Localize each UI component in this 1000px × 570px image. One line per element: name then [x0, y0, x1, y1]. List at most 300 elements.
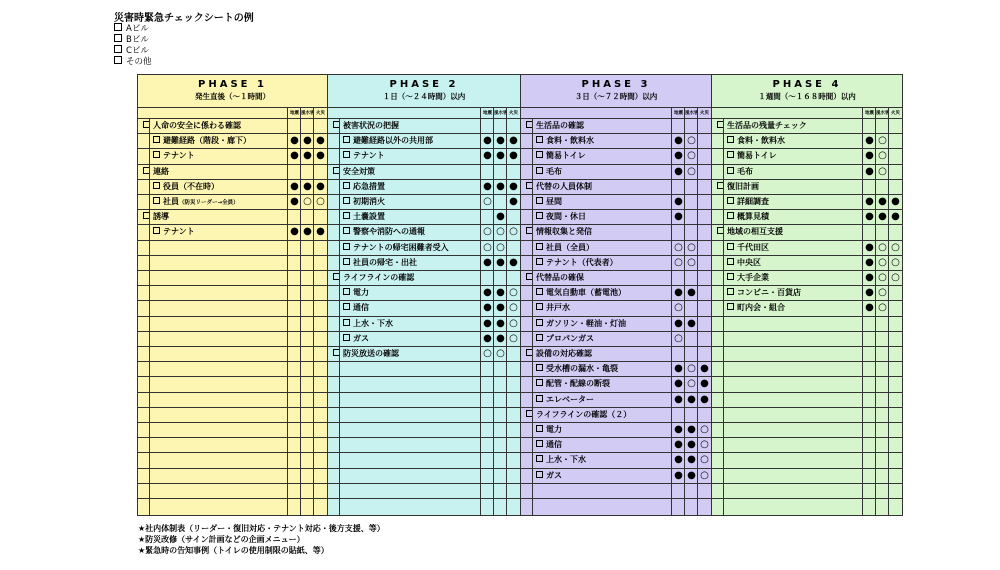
filled-circle-mark: ●	[687, 469, 696, 481]
checkbox-icon[interactable]	[536, 197, 543, 204]
filled-circle-mark: ●	[865, 211, 874, 223]
checklist-row	[138, 437, 327, 452]
checkbox-icon[interactable]	[536, 151, 543, 158]
checklist-item-label: 電気自動車（蓄電池）	[546, 288, 626, 298]
column-divider	[875, 107, 876, 515]
checklist-row	[328, 300, 520, 315]
checkbox-icon[interactable]	[727, 197, 734, 204]
filled-circle-mark: ●	[316, 135, 325, 147]
checkbox-icon[interactable]	[536, 288, 543, 295]
checklist-item[interactable]	[153, 180, 286, 194]
checkbox-icon[interactable]	[343, 182, 350, 189]
checkbox-icon[interactable]	[343, 288, 350, 295]
filled-circle-mark: ●	[891, 196, 900, 207]
checklist-item[interactable]	[536, 332, 670, 346]
checklist-row	[138, 422, 327, 437]
filled-circle-mark: ●	[674, 196, 683, 207]
checklist-item[interactable]	[536, 210, 670, 224]
checklist-row	[138, 483, 327, 498]
checklist-row	[712, 224, 902, 239]
checkbox-icon[interactable]	[153, 227, 160, 234]
checklist-item[interactable]	[343, 301, 479, 315]
filled-circle-mark: ●	[509, 150, 518, 162]
checklist-row	[328, 285, 520, 300]
column-divider	[671, 107, 672, 515]
checklist-item[interactable]	[727, 195, 861, 209]
checklist-row	[138, 300, 327, 315]
checklist-row	[712, 164, 902, 179]
checkbox-icon[interactable]	[343, 151, 350, 158]
checklist-item[interactable]	[153, 225, 286, 239]
open-circle-mark: ○	[674, 256, 683, 268]
checklist-item[interactable]	[333, 119, 479, 133]
building-option-label: その他	[126, 57, 152, 67]
phase-column-3	[520, 74, 712, 516]
open-circle-mark: ○	[891, 241, 900, 253]
checklist-item[interactable]	[727, 210, 861, 224]
phase-subtitle: 発生直後（～１時間）	[195, 92, 270, 101]
checklist-row	[521, 331, 711, 346]
checklist-item[interactable]	[717, 119, 861, 133]
checklist-row	[138, 255, 327, 270]
checklist-item[interactable]	[536, 377, 670, 391]
checkbox-icon[interactable]	[153, 151, 160, 158]
checklist-item[interactable]	[536, 134, 670, 148]
checkbox-icon[interactable]	[727, 288, 734, 295]
checklist-item[interactable]	[727, 241, 861, 255]
checkbox-icon[interactable]	[153, 197, 160, 204]
indent-divider	[532, 118, 533, 515]
checklist-row	[328, 361, 520, 376]
checklist-item-label: 簡易トイレ	[737, 151, 777, 161]
checkbox-icon[interactable]	[343, 303, 350, 310]
checklist-row	[521, 361, 711, 376]
filled-circle-mark: ●	[496, 256, 505, 268]
checkbox-icon[interactable]	[536, 425, 543, 432]
checklist-item[interactable]	[536, 301, 670, 315]
open-circle-mark: ○	[687, 135, 696, 147]
checklist-row	[138, 148, 327, 163]
filled-circle-mark: ●	[303, 135, 312, 147]
checklist-row	[328, 468, 520, 483]
checklist-item-label: テナント	[163, 227, 195, 237]
filled-circle-mark: ●	[303, 180, 312, 192]
checklist-item[interactable]	[536, 362, 670, 376]
phase-subtitle: １日（～２４時間）以内	[382, 92, 466, 101]
checklist-row	[328, 118, 520, 133]
checklist-row	[138, 376, 327, 391]
checkbox-icon[interactable]	[343, 334, 350, 341]
checklist-item[interactable]	[727, 149, 861, 163]
hazard-caption: 火災	[700, 111, 709, 116]
checklist-item[interactable]	[333, 271, 479, 285]
page-title: 災害時緊急チェックシートの例	[114, 13, 254, 24]
filled-circle-mark: ●	[290, 180, 299, 192]
open-circle-mark: ○	[509, 332, 518, 344]
phase-header	[138, 75, 327, 107]
checklist-item[interactable]	[153, 149, 286, 163]
filled-circle-mark: ●	[290, 135, 299, 147]
checklist-row	[521, 300, 711, 315]
checklist-item-label: 夜間・休日	[546, 212, 586, 222]
open-circle-mark: ○	[700, 439, 709, 451]
checklist-item-label: ガソリン・軽油・灯油	[546, 318, 626, 328]
checklist-row	[138, 240, 327, 255]
checklist-item-label: 上水・下水	[546, 455, 586, 465]
checklist-item[interactable]	[727, 271, 861, 285]
checklist-item[interactable]	[536, 453, 670, 467]
checklist-item[interactable]	[536, 393, 670, 407]
hazard-caption: 火災	[509, 111, 518, 116]
checklist-item-label: 設備の対応確認	[536, 349, 592, 358]
phase-name: PHASE 1	[198, 79, 267, 90]
open-circle-mark: ○	[483, 241, 492, 253]
filled-circle-mark: ●	[878, 211, 887, 223]
checklist-item[interactable]	[727, 286, 861, 300]
checkbox-icon[interactable]	[536, 303, 543, 310]
checklist-item-label: 簡易トイレ	[546, 151, 586, 161]
open-circle-mark: ○	[687, 241, 696, 253]
checklist-row	[521, 392, 711, 407]
indent-divider	[149, 118, 150, 515]
building-option[interactable]	[114, 56, 152, 68]
open-circle-mark: ○	[483, 348, 492, 359]
checklist-item[interactable]	[526, 408, 670, 422]
checklist-item-label: 連絡	[153, 166, 169, 176]
checkbox-icon[interactable]	[536, 379, 543, 386]
checklist-item[interactable]	[536, 438, 670, 452]
filled-circle-mark: ●	[878, 196, 887, 207]
filled-circle-mark: ●	[865, 241, 874, 253]
column-divider	[313, 107, 314, 515]
checklist-item-label: 土嚢設置	[353, 212, 385, 222]
checklist-item-label: 千代田区	[737, 242, 769, 252]
checklist-item[interactable]	[526, 180, 670, 194]
checkbox-icon[interactable]	[536, 212, 543, 219]
checklist-item[interactable]	[727, 165, 861, 179]
checklist-item-label: 配管・配線の断裂	[546, 379, 610, 389]
checklist-item[interactable]	[526, 119, 670, 133]
checklist-item-label: ガス	[353, 333, 369, 343]
checklist-row	[138, 118, 327, 133]
hazard-caption: 火災	[891, 111, 900, 116]
filled-circle-mark: ●	[674, 211, 683, 223]
filled-circle-mark: ●	[303, 226, 312, 238]
filled-circle-mark: ●	[687, 317, 696, 329]
filled-circle-mark: ●	[865, 287, 874, 299]
checkbox-icon[interactable]	[536, 243, 543, 250]
checklist-item[interactable]	[143, 119, 286, 133]
open-circle-mark: ○	[891, 272, 900, 283]
checkbox-icon[interactable]	[536, 319, 543, 326]
checklist-row	[138, 164, 327, 179]
checklist-item[interactable]	[536, 149, 670, 163]
filled-circle-mark: ●	[865, 302, 874, 314]
checklist-item[interactable]	[536, 165, 670, 179]
checkbox-icon[interactable]	[153, 136, 160, 143]
open-circle-mark: ○	[878, 165, 887, 177]
checklist-row	[328, 179, 520, 194]
filled-circle-mark: ●	[483, 150, 492, 162]
open-circle-mark: ○	[700, 454, 709, 466]
hazard-caption: 風水害	[494, 111, 507, 116]
phase-column-1	[137, 74, 328, 516]
checklist-item[interactable]	[526, 347, 670, 361]
checklist-item[interactable]	[717, 180, 861, 194]
filled-circle-mark: ●	[687, 439, 696, 451]
checklist-item-label: 町内会・組合	[737, 303, 785, 313]
filled-circle-mark: ●	[303, 150, 312, 162]
filled-circle-mark: ●	[674, 165, 683, 177]
checklist-row	[521, 422, 711, 437]
checklist-row	[328, 392, 520, 407]
checklist-item-label: 通信	[546, 440, 562, 450]
open-circle-mark: ○	[509, 317, 518, 329]
checklist-item-label: テナントの帰宅困難者受入	[353, 242, 449, 252]
filled-circle-mark: ●	[700, 393, 709, 405]
checklist-item[interactable]	[536, 423, 670, 437]
checklist-item-label: 食料・飲料水	[546, 136, 594, 146]
checkbox-icon[interactable]	[114, 23, 122, 31]
filled-circle-mark: ●	[290, 226, 299, 238]
checklist-row	[138, 285, 327, 300]
filled-circle-mark: ●	[674, 393, 683, 405]
checklist-row	[712, 194, 902, 209]
checklist-row	[138, 498, 327, 513]
hazard-caption: 地震	[674, 111, 683, 116]
checklist-item[interactable]	[333, 347, 479, 361]
checklist-row	[328, 452, 520, 467]
checklist-item[interactable]	[143, 165, 286, 179]
open-circle-mark: ○	[496, 348, 505, 359]
checkbox-icon[interactable]	[536, 334, 543, 341]
checklist-item[interactable]	[536, 241, 670, 255]
checklist-row	[138, 133, 327, 148]
checklist-row	[521, 437, 711, 452]
filled-circle-mark: ●	[290, 150, 299, 162]
checkbox-icon[interactable]	[536, 136, 543, 143]
hazard-caption: 地震	[290, 111, 299, 116]
open-circle-mark: ○	[509, 287, 518, 299]
checklist-row	[712, 331, 902, 346]
checkbox-icon[interactable]	[536, 258, 543, 265]
filled-circle-mark: ●	[674, 469, 683, 481]
checkbox-icon[interactable]	[727, 151, 734, 158]
checklist-item[interactable]	[343, 195, 479, 209]
checkbox-icon[interactable]	[536, 455, 543, 462]
filled-circle-mark: ●	[674, 135, 683, 147]
checkbox-icon[interactable]	[536, 395, 543, 402]
open-circle-mark: ○	[496, 241, 505, 253]
filled-circle-mark: ●	[674, 287, 683, 299]
checklist-item[interactable]	[343, 134, 479, 148]
checkbox-icon[interactable]	[536, 440, 543, 447]
filled-circle-mark: ●	[316, 150, 325, 162]
checklist-row	[521, 209, 711, 224]
filled-circle-mark: ●	[496, 180, 505, 192]
footnote: ★社内体制表（リーダー・復旧対応・テナント対応・後方支援、等）	[138, 524, 385, 533]
filled-circle-mark: ●	[687, 424, 696, 435]
filled-circle-mark: ●	[496, 135, 505, 147]
checklist-item-label: エレベーター	[546, 394, 594, 404]
phase-column-4	[711, 74, 903, 516]
checklist-row	[712, 179, 902, 194]
filled-circle-mark: ●	[865, 165, 874, 177]
checklist-item-label: 被害状況の把握	[343, 121, 399, 130]
checklist-item-label: 応急措置	[353, 181, 385, 191]
checklist-item-label: 役員（不在時）	[163, 181, 219, 191]
checkbox-icon[interactable]	[536, 364, 543, 371]
checkbox-icon[interactable]	[114, 34, 122, 42]
checklist-row	[138, 392, 327, 407]
filled-circle-mark: ●	[674, 454, 683, 466]
filled-circle-mark: ●	[496, 332, 505, 344]
checklist-item[interactable]	[343, 286, 479, 300]
checklist-row	[521, 498, 711, 513]
open-circle-mark: ○	[878, 135, 887, 147]
checklist-item[interactable]	[333, 165, 479, 179]
checklist-item[interactable]	[536, 195, 670, 209]
checklist-row	[521, 118, 711, 133]
open-circle-mark: ○	[496, 226, 505, 238]
checklist-item[interactable]	[526, 225, 670, 239]
checklist-row	[328, 407, 520, 422]
checkbox-icon[interactable]	[727, 243, 734, 250]
checklist-row	[328, 133, 520, 148]
checklist-item-label: ガス	[546, 470, 562, 480]
checklist-item[interactable]	[536, 317, 670, 331]
filled-circle-mark: ●	[674, 378, 683, 390]
checkbox-icon[interactable]	[727, 136, 734, 143]
checklist-row	[521, 316, 711, 331]
open-circle-mark: ○	[700, 424, 709, 435]
open-circle-mark: ○	[687, 363, 696, 375]
column-divider	[697, 107, 698, 515]
checklist-item[interactable]	[343, 241, 479, 255]
checklist-item[interactable]	[343, 180, 479, 194]
checklist-item-label: 中央区	[737, 257, 761, 267]
checkbox-icon[interactable]	[536, 471, 543, 478]
checklist-item[interactable]	[727, 134, 861, 148]
checkbox-icon[interactable]	[343, 212, 350, 219]
checklist-row	[712, 209, 902, 224]
filled-circle-mark: ●	[865, 196, 874, 207]
checklist-item-label: 詳細調査	[737, 197, 769, 206]
open-circle-mark: ○	[674, 241, 683, 253]
checkbox-icon[interactable]	[727, 212, 734, 219]
checklist-item[interactable]	[343, 225, 479, 239]
checklist-item-label: 復旧計画	[727, 181, 759, 191]
filled-circle-mark: ●	[316, 226, 325, 238]
checklist-item-label: 誘導	[153, 212, 169, 222]
checklist-item[interactable]	[343, 149, 479, 163]
checklist-row	[521, 148, 711, 163]
checklist-item[interactable]	[536, 286, 670, 300]
open-circle-mark: ○	[483, 196, 492, 207]
checkbox-icon[interactable]	[727, 273, 734, 280]
checklist-row	[712, 407, 902, 422]
checklist-row	[328, 240, 520, 255]
checklist-row	[138, 407, 327, 422]
checklist-item[interactable]	[717, 225, 861, 239]
checkbox-icon[interactable]	[114, 45, 122, 53]
checkbox-icon[interactable]	[727, 167, 734, 174]
checklist-row	[138, 468, 327, 483]
checklist-item[interactable]	[143, 210, 286, 224]
checklist-item[interactable]	[727, 301, 861, 315]
checklist-item[interactable]	[343, 332, 479, 346]
open-circle-mark: ○	[687, 150, 696, 162]
column-divider	[888, 107, 889, 515]
checklist-row	[328, 194, 520, 209]
checklist-row	[328, 164, 520, 179]
filled-circle-mark: ●	[865, 150, 874, 162]
filled-circle-mark: ●	[509, 180, 518, 192]
checklist-item-label: 受水槽の漏水・亀裂	[546, 364, 618, 374]
checklist-row	[712, 255, 902, 270]
hazard-caption: 地震	[865, 111, 874, 116]
checklist-item[interactable]	[526, 271, 670, 285]
checkbox-icon[interactable]	[153, 182, 160, 189]
filled-circle-mark: ●	[865, 256, 874, 268]
checklist-item[interactable]	[727, 256, 861, 270]
open-circle-mark: ○	[687, 256, 696, 268]
checklist-item[interactable]	[343, 210, 479, 224]
phase-name: PHASE 3	[581, 79, 651, 90]
checklist-row	[138, 346, 327, 361]
checklist-row	[138, 270, 327, 285]
checkbox-icon[interactable]	[343, 319, 350, 326]
checklist-item[interactable]	[536, 469, 670, 483]
column-divider	[300, 107, 301, 515]
checkbox-icon[interactable]	[343, 197, 350, 204]
open-circle-mark: ○	[674, 302, 683, 314]
checkbox-icon[interactable]	[727, 303, 734, 310]
filled-circle-mark: ●	[509, 135, 518, 147]
checklist-item[interactable]	[343, 256, 479, 270]
checklist-item[interactable]	[536, 256, 670, 270]
checklist-item-label: 社員の帰宅・出社	[353, 257, 417, 267]
building-option-label: Aビル	[126, 24, 149, 34]
checklist-row	[712, 270, 902, 285]
checkbox-icon[interactable]	[343, 227, 350, 234]
checkbox-icon[interactable]	[727, 258, 734, 265]
open-circle-mark: ○	[303, 196, 312, 207]
open-circle-mark: ○	[483, 226, 492, 238]
open-circle-mark: ○	[687, 378, 696, 390]
checklist-row	[712, 316, 902, 331]
checklist-item[interactable]	[343, 317, 479, 331]
checklist-row	[712, 376, 902, 391]
checkbox-icon[interactable]	[343, 258, 350, 265]
checkbox-icon[interactable]	[114, 56, 122, 64]
checkbox-icon[interactable]	[343, 243, 350, 250]
filled-circle-mark: ●	[483, 135, 492, 147]
checklist-item-label: 毛布	[737, 166, 753, 176]
filled-circle-mark: ●	[290, 196, 299, 207]
checkbox-icon[interactable]	[536, 167, 543, 174]
footnote: ★防災改修（サイン計画などの企画メニュー）	[138, 535, 305, 544]
checkbox-icon[interactable]	[343, 136, 350, 143]
checklist-row	[328, 148, 520, 163]
filled-circle-mark: ●	[496, 150, 505, 162]
checklist-item[interactable]	[153, 134, 286, 148]
filled-circle-mark: ●	[700, 378, 709, 390]
checklist-item[interactable]	[153, 195, 286, 209]
filled-circle-mark: ●	[700, 363, 709, 375]
checklist-item-label: ライフラインの確認	[343, 273, 415, 282]
filled-circle-mark: ●	[483, 287, 492, 299]
